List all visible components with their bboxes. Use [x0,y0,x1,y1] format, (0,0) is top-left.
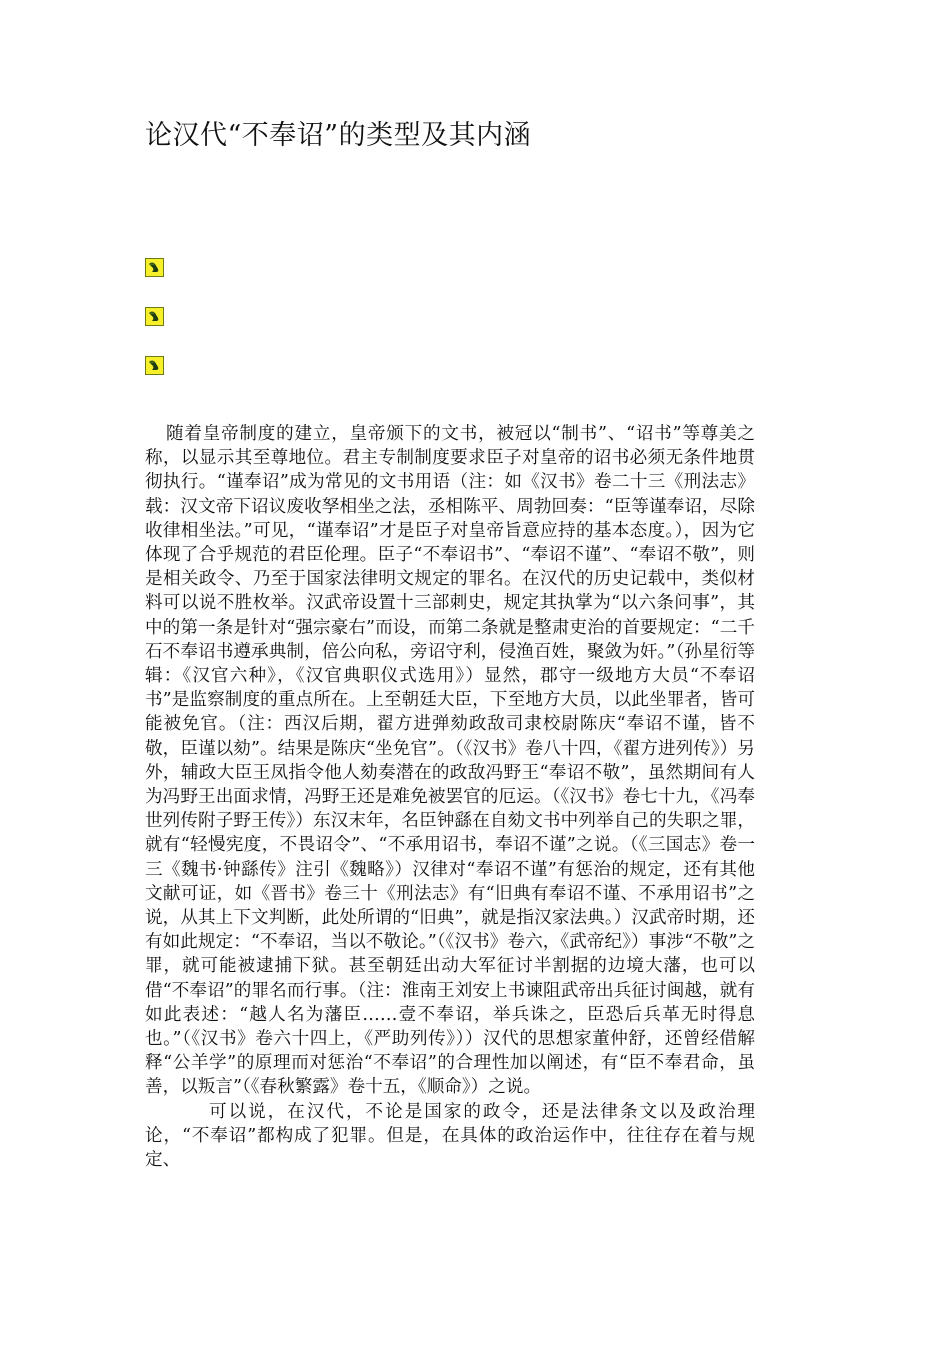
link-icon-list [145,258,164,405]
paragraph: 可以说，在汉代，不论是国家的政令，还是法律条文以及政治理论，“不奉诏”都构成了犯罪。但是，在具体的政治运作中，往往存在着与规定、 [145,1101,755,1171]
article-body [145,422,755,1172]
document-link-icon[interactable] [145,307,164,326]
document-link-icon[interactable] [145,258,164,277]
document-link-icon[interactable] [145,356,164,375]
paragraph: 随着皇帝制度的建立，皇帝颁下的文书，被冠以“制书”、“诏书”等尊美之称，以显示其至尊地位。君主专制制度要求臣子对皇帝的诏书必须无条件地贯彻执行。“谨奉诏”成为常见的文书用语（注：如《汉书》卷二十三《刑法志》载：汉文帝下诏议废收孥相坐之法，丞相陈平、周勃回奏：“臣等谨奉诏，尽除收律相坐法。”可见，“谨奉诏”才是臣子对皇帝旨意应持的基本态度。），因为它体现了合乎规范的君臣伦理。臣子“不奉诏书”、“奉诏不谨”、“奉诏不敬”，则是相关政令、乃至于国家法律明文规定的罪名。在汉代的历史记载中，类似材料可以说不胜枚举。汉武帝设置十三部刺史，规定其执掌为“以六条问事”，其中的第一条是针对“强宗豪右”而设，而第二条就是整肃吏治的首要规定：“二千石不奉诏书遵承典制，倍公向私，旁诏守利，侵渔百姓，聚敛为奸。”（孙星衍等辑：《汉官六种》，《汉官典职仪式选用》）显然，郡守一级地方大员“不奉诏书”是监察制度的重点所在。上至朝廷大臣，下至地方大员，以此坐罪者，皆可能被免官。（注：西汉后期，翟方进弹劾政敌司隶校尉陈庆“奉诏不谨，皆不敬，臣谨以劾”。结果是陈庆“坐免官”。（《汉书》卷八十四，《翟方进列传》）另外，辅政大臣王凤指令他人劾奏潜在的政敌冯野王“奉诏不敬”，虽然期间有人为冯野王出面求情，冯野王还是难免被罢官的厄运。（《汉书》卷七十九，《冯奉世列传附子野王传》）东汉末年，名臣钟繇在自劾文书中列举自己的失职之罪，就有“轻慢宪度，不畏诏令”、“不承用诏书，奉诏不谨”之说。（《三国志》卷一三《魏书·钟繇传》注引《魏略》）汉律对“奉诏不谨”有惩治的规定，还有其他文献可证，如《晋书》卷三十《刑法志》有“旧典有奉诏不谨、不承用诏书”之说，从其上下文判断，此处所谓的“旧典”，就是指汉家法典。）汉武帝时期，还有如此规定：“不奉诏，当以不敬论。”（《汉书》卷六，《武帝纪》）事涉“不敬”之罪，就可能被逮捕下狱。甚至朝廷出动大军征讨半割据的边境大藩，也可以借“不奉诏”的罪名而行事。（注：淮南王刘安上书谏阻武帝出兵征讨闽越，就有如此表述：“越人名为藩臣……壹不奉诏，举兵诛之，臣恐后兵革无时得息也。”（《汉书》卷六十四上，《严助列传》））汉代的思想家董仲舒，还曾经借解释“公羊学”的原理而对惩治“不奉诏”的合理性加以阐述，有“臣不奉君命，虽善，以叛言”（《春秋繁露》卷十五，《顺命》）之说。 [145,424,755,1098]
page-title: 论汉代“不奉诏”的类型及其内涵 [145,120,532,151]
